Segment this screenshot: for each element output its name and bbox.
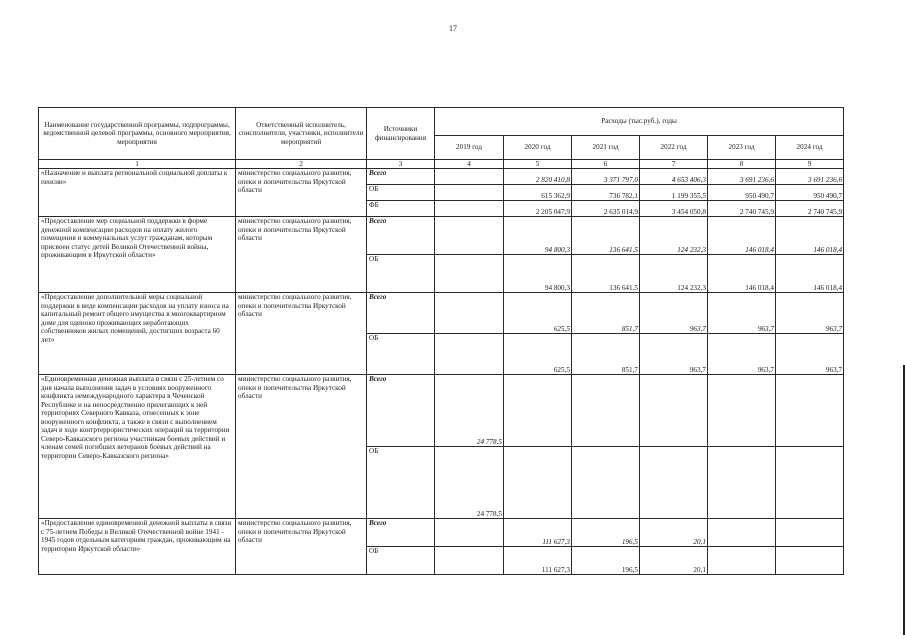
value-cell [435, 217, 504, 255]
value-cell: 124 232,3 [640, 255, 708, 293]
header-year: 2019 год [435, 136, 504, 160]
header-year: 2024 год [776, 136, 844, 160]
value-cell: 3 691 236,6 [708, 169, 776, 185]
value-cell: 136 641,5 [572, 217, 640, 255]
value-cell [708, 375, 776, 447]
value-cell: 111 627,3 [504, 547, 572, 575]
budget-table [38, 107, 844, 575]
value-cell [776, 447, 844, 519]
value-cell [435, 293, 504, 334]
value-cell: 851,7 [572, 293, 640, 334]
value-cell: 146 018,4 [776, 255, 844, 293]
value-cell [572, 375, 640, 447]
value-cell: 3 691 236,6 [776, 169, 844, 185]
value-cell: 736 782,1 [572, 185, 640, 201]
header-year: 2022 год [640, 136, 708, 160]
value-cell: 196,5 [572, 547, 640, 575]
value-cell: 950 490,7 [708, 185, 776, 201]
value-cell: 963,7 [776, 293, 844, 334]
value-cell [708, 447, 776, 519]
source-label: ОБ [367, 255, 435, 293]
value-cell [776, 547, 844, 575]
header-name-col: Наименование государственной программы, подпрограммы, ведомственной целевой программы, основного мероприятия, мероприятия [39, 108, 236, 160]
value-cell: 2 205 047,9 [504, 201, 572, 217]
value-cell [435, 169, 504, 185]
value-cell: 2 740 745,9 [776, 201, 844, 217]
value-cell: 146 018,4 [708, 217, 776, 255]
value-cell [776, 519, 844, 547]
activity-executor: министерство социального развития, опеки и попечительства Иркутской области [236, 217, 367, 293]
value-cell: 20,1 [640, 547, 708, 575]
value-cell: 3 371 797,0 [572, 169, 640, 185]
value-cell: 963,7 [640, 334, 708, 375]
source-label: Всего [367, 293, 435, 334]
value-cell [640, 447, 708, 519]
activity-executor: министерство социального развития, опеки и попечительства Иркутской области [236, 519, 367, 575]
value-cell: 3 454 050,8 [640, 201, 708, 217]
header-year: 2023 год [708, 136, 776, 160]
source-label: ОБ [367, 185, 435, 201]
page-number: 17 [449, 24, 457, 33]
activity-name: «Предоставление единовременной денежной выплаты в связи с 75-летием Победы в Великой Отечественной войне 1941 - 1945 годов отдельным категориям граждан, проживающим на территории Иркутской области» [39, 519, 236, 575]
column-number: 9 [776, 160, 844, 169]
value-cell: 146 018,4 [708, 255, 776, 293]
value-cell: 851,7 [572, 334, 640, 375]
activity-name: «Единовременная денежная выплата в связи с 25-летием со дня начала выполнения задач в условиях вооруженного конфликта немеждународного характера в Чеченской Республике и на непосредственно прилегающих к ней территориях Северного Кавказа, отнесенных к зоне вооруженного конфликта, а также в связи с выполнением задач в ходе контртеррористических операций на территории Северо-Кавказского региона участникам боевых действий и членам семей погибших ветеранов боевых действий на территории Северо-Кавказского региона» [39, 375, 236, 519]
value-cell: 94 800,3 [504, 255, 572, 293]
column-number: 8 [708, 160, 776, 169]
source-label: Всего [367, 519, 435, 547]
activity-executor: министерство социального развития, опеки и попечительства Иркутской области [236, 375, 367, 519]
header-year: 2021 год [572, 136, 640, 160]
source-label: ОБ [367, 334, 435, 375]
value-cell: 963,7 [776, 334, 844, 375]
value-cell [504, 447, 572, 519]
value-cell [435, 334, 504, 375]
value-cell: 136 641,5 [572, 255, 640, 293]
value-cell [435, 185, 504, 201]
value-cell: 20,1 [640, 519, 708, 547]
header-source-col: Источники финансирования [367, 108, 435, 160]
table-row [39, 217, 844, 255]
value-cell: 4 653 406,3 [640, 169, 708, 185]
value-cell: 146 018,4 [776, 217, 844, 255]
value-cell [435, 547, 504, 575]
header-year: 2020 год [504, 136, 572, 160]
value-cell: 963,7 [708, 293, 776, 334]
value-cell [435, 519, 504, 547]
column-number: 4 [435, 160, 504, 169]
value-cell: 625,5 [504, 334, 572, 375]
value-cell: 1 199 355,5 [640, 185, 708, 201]
table-row [39, 519, 844, 547]
activity-executor: министерство социального развития, опеки и попечительства Иркутской области [236, 293, 367, 375]
table-row [39, 293, 844, 334]
value-cell: 24 778,5 [435, 447, 504, 519]
value-cell: 111 627,3 [504, 519, 572, 547]
column-number: 3 [367, 160, 435, 169]
column-number: 1 [39, 160, 236, 169]
activity-name: «Назначение и выплата региональной социальной доплаты к пенсии» [39, 169, 236, 217]
source-label: Всего [367, 169, 435, 185]
table-row [39, 169, 844, 185]
activity-name: «Предоставление мер социальной поддержки в форме денежной компенсации расходов на оплату жилого помещения и коммунальных услуг гражданам, которым присвоен статус детей Великой Отечественной войны, проживающим в Иркутской области» [39, 217, 236, 293]
source-label: Всего [367, 217, 435, 255]
column-number: 7 [640, 160, 708, 169]
value-cell [708, 547, 776, 575]
header-expenses-col: Расходы (тыс.руб.), годы [435, 108, 844, 136]
value-cell [572, 447, 640, 519]
value-cell: 2 820 410,8 [504, 169, 572, 185]
header-executor-col: Ответственный исполнитель, соисполнители, участники, исполнители мероприятий [236, 108, 367, 160]
activity-executor: министерство социального развития, опеки и попечительства Иркутской области [236, 169, 367, 217]
value-cell: 24 778,5 [435, 375, 504, 447]
value-cell [708, 519, 776, 547]
table-row [39, 375, 844, 447]
value-cell [640, 375, 708, 447]
source-label: ОБ [367, 547, 435, 575]
source-label: Всего [367, 375, 435, 447]
value-cell: 2 635 014,9 [572, 201, 640, 217]
activity-name: «Предоставление дополнительной меры социальной поддержки в виде компенсации расходов на уплату взноса на капитальный ремонт общего имущества в многоквартирном доме для одиноко проживающих неработающих собственников жилых помещений, достигших возраста 60 лет» [39, 293, 236, 375]
source-label: ОБ [367, 447, 435, 519]
value-cell: 625,5 [504, 293, 572, 334]
value-cell: 94 800,3 [504, 217, 572, 255]
column-number: 2 [236, 160, 367, 169]
value-cell: 963,7 [708, 334, 776, 375]
source-label: ФБ [367, 201, 435, 217]
value-cell: 950 490,7 [776, 185, 844, 201]
value-cell: 2 740 745,9 [708, 201, 776, 217]
value-cell [504, 375, 572, 447]
value-cell [776, 375, 844, 447]
column-number: 6 [572, 160, 640, 169]
value-cell [435, 201, 504, 217]
value-cell: 196,5 [572, 519, 640, 547]
value-cell: 124 232,3 [640, 217, 708, 255]
value-cell [435, 255, 504, 293]
value-cell: 615 362,9 [504, 185, 572, 201]
value-cell: 963,7 [640, 293, 708, 334]
column-number: 5 [504, 160, 572, 169]
